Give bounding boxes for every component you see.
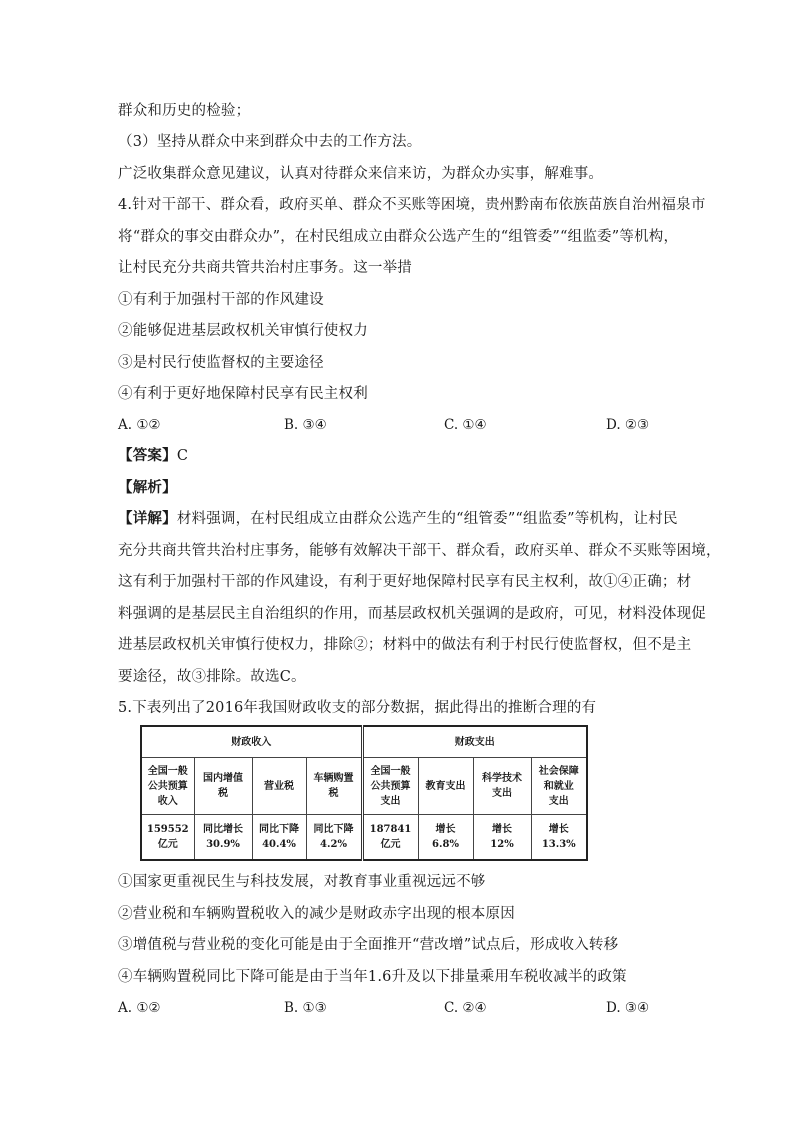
question-4-stem: 4.针对干部干、群众看，政府买单、群众不买账等困境，贵州黔南布依族苗族自治州福泉市 — [118, 197, 706, 213]
option-b: B. ①③ — [284, 1000, 327, 1016]
answer-label: 【答案】 — [118, 447, 177, 464]
detail-line: 这有利于加强村干部的作风建设，有利于更好地保障村民享有民主权利，故①④正确；材 — [118, 574, 692, 590]
table-cell: 增长 12% — [473, 815, 531, 861]
statement-item: ①国家更重视民生与科技发展，对教育事业重视远远不够 — [118, 874, 486, 890]
table-cell: 同比下降 40.4% — [252, 815, 306, 861]
statement-item: ④有利于更好地保障村民享有民主权利 — [118, 386, 368, 402]
fiscal-data-table — [140, 725, 588, 861]
detail-text: 材料强调，在村民组成立由群众公选产生的“组管委”“组监委”等机构，让村民 — [176, 511, 678, 527]
option-a: A. ①② — [118, 417, 161, 433]
statement-item: ①有利于加强村干部的作风建设 — [118, 292, 324, 308]
question-4-stem: 让村民充分共商共管共治村庄事务。这一举措 — [118, 260, 412, 276]
detail-line: 要途径，故③排除。故选C。 — [118, 669, 306, 685]
table-cell: 增长 6.8% — [418, 815, 473, 861]
statement-item: ③是村民行使监督权的主要途径 — [118, 355, 324, 371]
detail-line — [118, 509, 678, 529]
income-header: 财政收入 — [141, 726, 362, 758]
column-header: 社会保障 和就业 支出 — [531, 758, 587, 815]
option-c: C. ②④ — [444, 1000, 487, 1016]
statement-item: ③增值税与营业税的变化可能是由于全面推开“营改增”试点后，形成收入转移 — [118, 937, 619, 953]
table-cell: 增长 13.3% — [531, 815, 587, 861]
expense-header: 财政支出 — [362, 726, 587, 758]
text-line: （3）坚持从群众中来到群众中去的工作方法。 — [118, 134, 422, 150]
detail-label: 【详解】 — [118, 510, 177, 527]
option-b: B. ③④ — [284, 417, 327, 433]
column-header: 国内增值 税 — [194, 758, 252, 815]
text-line: 广泛收集群众意见建议，认真对待群众来信来访，为群众办实事，解难事。 — [118, 166, 604, 182]
column-header: 车辆购置 税 — [306, 758, 362, 815]
question-4-stem: 将“群众的事交由群众办”，在村民组成立由群众公选产生的“组管委”“组监委”等机构， — [118, 229, 679, 245]
column-header: 全国一般 公共预算 收入 — [141, 758, 194, 815]
statement-item: ②能够促进基层政权机关审慎行使权力 — [118, 323, 368, 339]
analysis-label: 【解析】 — [118, 479, 177, 496]
option-d: D. ②③ — [606, 417, 650, 433]
answer-value: C — [176, 448, 189, 464]
option-a: A. ①② — [118, 1000, 161, 1016]
column-header: 科学技术 支出 — [473, 758, 531, 815]
column-header: 全国一般 公共预算 支出 — [362, 758, 418, 815]
table-cell: 187841 亿元 — [362, 815, 418, 861]
statement-item: ②营业税和车辆购置税收入的减少是财政赤字出现的根本原因 — [118, 906, 515, 922]
detail-line: 进基层政权机关审慎行使权力，排除②；材料中的做法有利于村民行使监督权，但不是主 — [118, 637, 692, 653]
column-header: 教育支出 — [418, 758, 473, 815]
detail-line: 料强调的是基层民主自治组织的作用，而基层政权机关强调的是政府，可见，材料没体现促 — [118, 606, 706, 622]
answer-line — [118, 446, 188, 466]
table-cell: 同比下降 4.2% — [306, 815, 362, 861]
text-line: 群众和历史的检验； — [118, 103, 251, 119]
column-header: 营业税 — [252, 758, 306, 815]
table-cell: 同比增长 30.9% — [194, 815, 252, 861]
table-cell: 159552 亿元 — [141, 815, 194, 861]
option-c: C. ①④ — [444, 417, 487, 433]
option-d: D. ③④ — [606, 1000, 650, 1016]
question-5-stem: 5.下表列出了2016年我国财政收支的部分数据，据此得出的推断合理的有 — [118, 700, 597, 716]
statement-item: ④车辆购置税同比下降可能是由于当年1.6升及以下排量乘用车税收减半的政策 — [118, 969, 627, 985]
detail-line: 充分共商共管共治村庄事务，能够有效解决干部干、群众看，政府买单、群众不买账等困境， — [118, 543, 721, 559]
